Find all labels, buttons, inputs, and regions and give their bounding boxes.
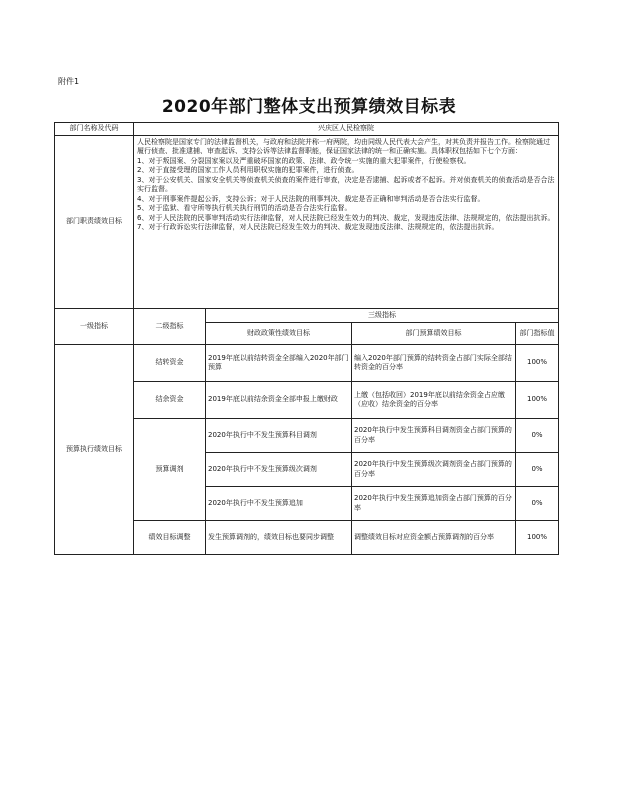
value-cell: 0% [516, 487, 559, 521]
policy-cell: 发生预算调剂的，绩效目标也要同步调整 [206, 521, 352, 555]
policy-cell: 2020年执行中不发生预算级次调剂 [206, 453, 352, 487]
value-cell: 100% [516, 521, 559, 555]
target-cell: 编入2020年部门预算的结转资金占部门实际全部结转资金的百分率 [352, 345, 516, 382]
level2-cell: 预算调剂 [134, 419, 206, 521]
target-cell: 上缴（包括收回）2019年底以前结余资金占应缴（应收）结余资金的百分率 [352, 382, 516, 419]
attachment-label: 附件1 [58, 77, 80, 86]
dept-name-label: 部门名称及代码 [55, 123, 134, 136]
header-level1: 一级指标 [55, 309, 134, 345]
level2-cell: 结余资金 [134, 382, 206, 419]
value-cell: 100% [516, 345, 559, 382]
header-policy-target: 财政政策性绩效目标 [206, 323, 352, 345]
policy-cell: 2020年执行中不发生预算追加 [206, 487, 352, 521]
duty-line: 5、对于监狱、看守所等执行机关执行刑罚的活动是否合法实行监督。 [137, 204, 352, 213]
level1-cell: 预算执行绩效目标 [55, 345, 134, 555]
duty-line: 1、对于叛国案、分裂国家案以及严重破坏国家的政策、法律、政令统一实施的重大犯罪案件，行使检察权。 [137, 156, 471, 165]
duty-description [134, 136, 559, 309]
duty-line: 6、对于人民法院的民事审判活动实行法律监督，对人民法院已经发生效力的判决、裁定，发现违反法律、法规规定的，依法提出抗诉。 [137, 213, 555, 222]
duty-line: 7、对于行政诉讼实行法律监督，对人民法院已经发生效力的判决、裁定发现违反法律、法规规定的，依法提出抗诉。 [137, 222, 499, 231]
value-cell: 0% [516, 419, 559, 453]
table-row [55, 345, 559, 382]
duty-line: 3、对于公安机关、国家安全机关等侦查机关侦查的案件进行审查，决定是否逮捕、起诉或者不起诉。并对侦查机关的侦查活动是否合法实行监督。 [137, 175, 555, 194]
value-cell: 100% [516, 382, 559, 419]
policy-cell: 2019年底以前结余资金全部申报上缴财政 [206, 382, 352, 419]
level2-cell: 绩效目标调整 [134, 521, 206, 555]
header-level2: 二级指标 [134, 309, 206, 345]
performance-target-table [54, 122, 559, 555]
value-cell: 0% [516, 453, 559, 487]
duty-line: 人民检察院是国家专门的法律监督机关，与政府和法院并称一府两院，均由同级人民代表大会产生，对其负责并报告工作。检察院通过履行侦查、批准逮捕、审查起诉、支持公诉等法律监督职能，保证国家法律的统一和正确实施。具体职权包括如下七个方面： [137, 138, 550, 156]
duty-label: 部门职责绩效目标 [55, 136, 134, 309]
duty-line: 4、对于刑事案件提起公诉，支持公诉；对于人民法院的刑事判决、裁定是否正确和审判活动是否合法实行监督。 [137, 194, 485, 203]
dept-name-value: 兴庆区人民检察院 [134, 123, 559, 136]
policy-cell: 2020年执行中不发生预算科目调剂 [206, 419, 352, 453]
target-cell: 2020年执行中发生预算追加资金占部门预算的百分率 [352, 487, 516, 521]
target-cell: 2020年执行中发生预算级次调剂资金占部门预算的百分率 [352, 453, 516, 487]
header-dept-target: 部门预算绩效目标 [352, 323, 516, 345]
target-cell: 2020年执行中发生预算科目调剂资金占部门预算的百分率 [352, 419, 516, 453]
duty-line: 2、对于直接受理的国家工作人员利用职权实施的犯罪案件，进行侦查。 [137, 166, 359, 175]
policy-cell: 2019年底以前结转资金全部编入2020年部门预算 [206, 345, 352, 382]
header-dept-value: 部门指标值 [516, 323, 559, 345]
header-level3: 三级指标 [206, 309, 559, 323]
level2-cell: 结转资金 [134, 345, 206, 382]
target-cell: 调整绩效目标对应资金额占预算调剂的百分率 [352, 521, 516, 555]
page-title: 2020年部门整体支出预算绩效目标表 [161, 97, 457, 117]
